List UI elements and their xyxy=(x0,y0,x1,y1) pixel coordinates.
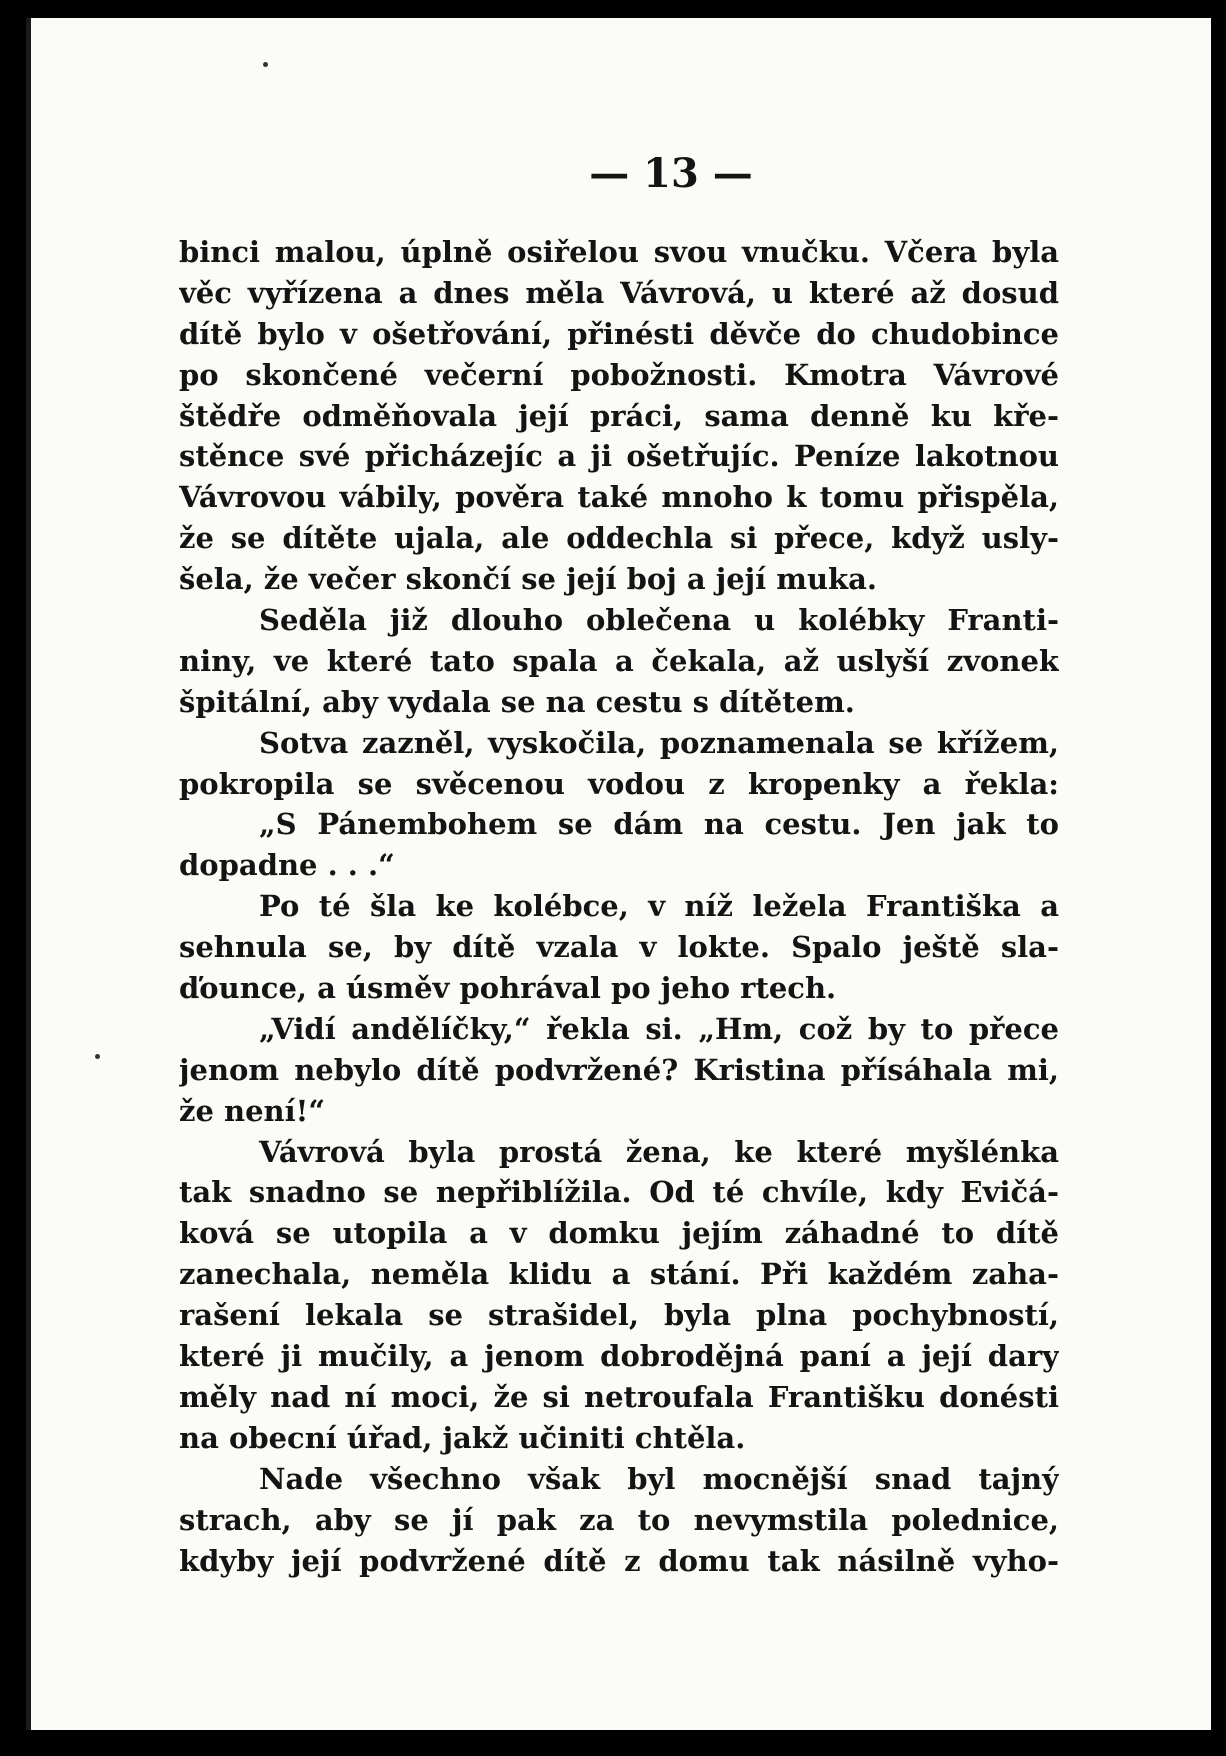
print-speck xyxy=(263,62,268,67)
text-line: šela, že večer skončí se její boj a její muka. xyxy=(179,562,878,597)
body-text xyxy=(179,232,1059,1581)
text-line: Po té šla ke kolébce, v níž ležela Františka a xyxy=(259,889,1059,924)
text-line: Vávrová byla prostá žena, ke které myšlénka xyxy=(259,1134,1059,1169)
print-speck xyxy=(95,1054,100,1059)
text-line: na obecní úřad, jakž učiniti chtěla. xyxy=(179,1420,746,1455)
text-line: pokropila se svěcenou vodou z kropenky a řekla: xyxy=(179,766,1059,801)
text-line: že se dítěte ujala, ale oddechla si přece, když usly- xyxy=(179,521,1059,556)
text-line: ková se utopila a v domku jejím záhadné to dítě xyxy=(179,1216,1059,1251)
text-line: Sotva zazněl, vyskočila, poznamenala se křížem, xyxy=(259,725,1059,760)
text-line: dopadne . . .“ xyxy=(179,848,395,883)
text-line: špitální, aby vydala se na cestu s dítětem. xyxy=(179,684,855,719)
text-line: které ji mučily, a jenom dobrodějná paní a její dary xyxy=(179,1339,1059,1374)
text-line: sehnula se, by dítě vzala v lokte. Spalo ještě sla- xyxy=(179,930,1059,965)
text-line: rašení lekala se strašidel, byla plna pochybností, xyxy=(179,1298,1059,1333)
text-line: dítě bylo v ošetřování, přinésti děvče do chudobince xyxy=(179,316,1059,351)
text-line: binci malou, úplně osiřelou svou vnučku. Včera byla xyxy=(179,235,1059,269)
text-line: štědře odměňovala její práci, sama denně ku kře- xyxy=(179,398,1059,433)
text-line: Vávrovou vábily, pověra také mnoho k tomu přispěla, xyxy=(179,480,1059,515)
text-line: strach, aby se jí pak za to nevymstila polednice, xyxy=(179,1502,1059,1537)
text-line: měly nad ní moci, že si netroufala Františku donésti xyxy=(179,1379,1059,1414)
text-line: „S Pánembohem se dám na cestu. Jen jak to xyxy=(259,807,1059,842)
text-line: kdyby její podvržené dítě z domu tak násilně vyho- xyxy=(179,1543,1059,1578)
text-line: po skončené večerní pobožnosti. Kmotra Vávrové xyxy=(179,357,1059,392)
text-line: jenom nebylo dítě podvržené? Kristina přísáhala mi, xyxy=(179,1052,1059,1087)
text-line: tak snadno se nepřiblížila. Od té chvíle, kdy Evičá- xyxy=(179,1175,1059,1210)
book-page xyxy=(26,18,1211,1730)
text-line: Nade všechno však byl mocnější snad tajný xyxy=(259,1461,1059,1496)
text-line: zanechala, neměla klidu a stání. Při každém zaha- xyxy=(179,1257,1059,1292)
text-line: věc vyřízena a dnes měla Vávrová, u které až dosud xyxy=(179,275,1059,310)
text-line: ďounce, a úsměv pohrával po jeho rtech. xyxy=(179,971,837,1006)
text-line: stěnce své přicházejíc a ji ošetřujíc. Peníze lakotnou xyxy=(179,439,1059,474)
text-line: „Vidí andělíčky,“ řekla si. „Hm, což by to přece xyxy=(259,1011,1059,1046)
text-line: niny, ve které tato spala a čekala, až uslyší zvonek xyxy=(179,643,1059,678)
page-number: — 13 — xyxy=(589,150,753,197)
text-line: Seděla již dlouho oblečena u kolébky Franti- xyxy=(259,603,1059,638)
text-line: že není!“ xyxy=(179,1093,326,1128)
